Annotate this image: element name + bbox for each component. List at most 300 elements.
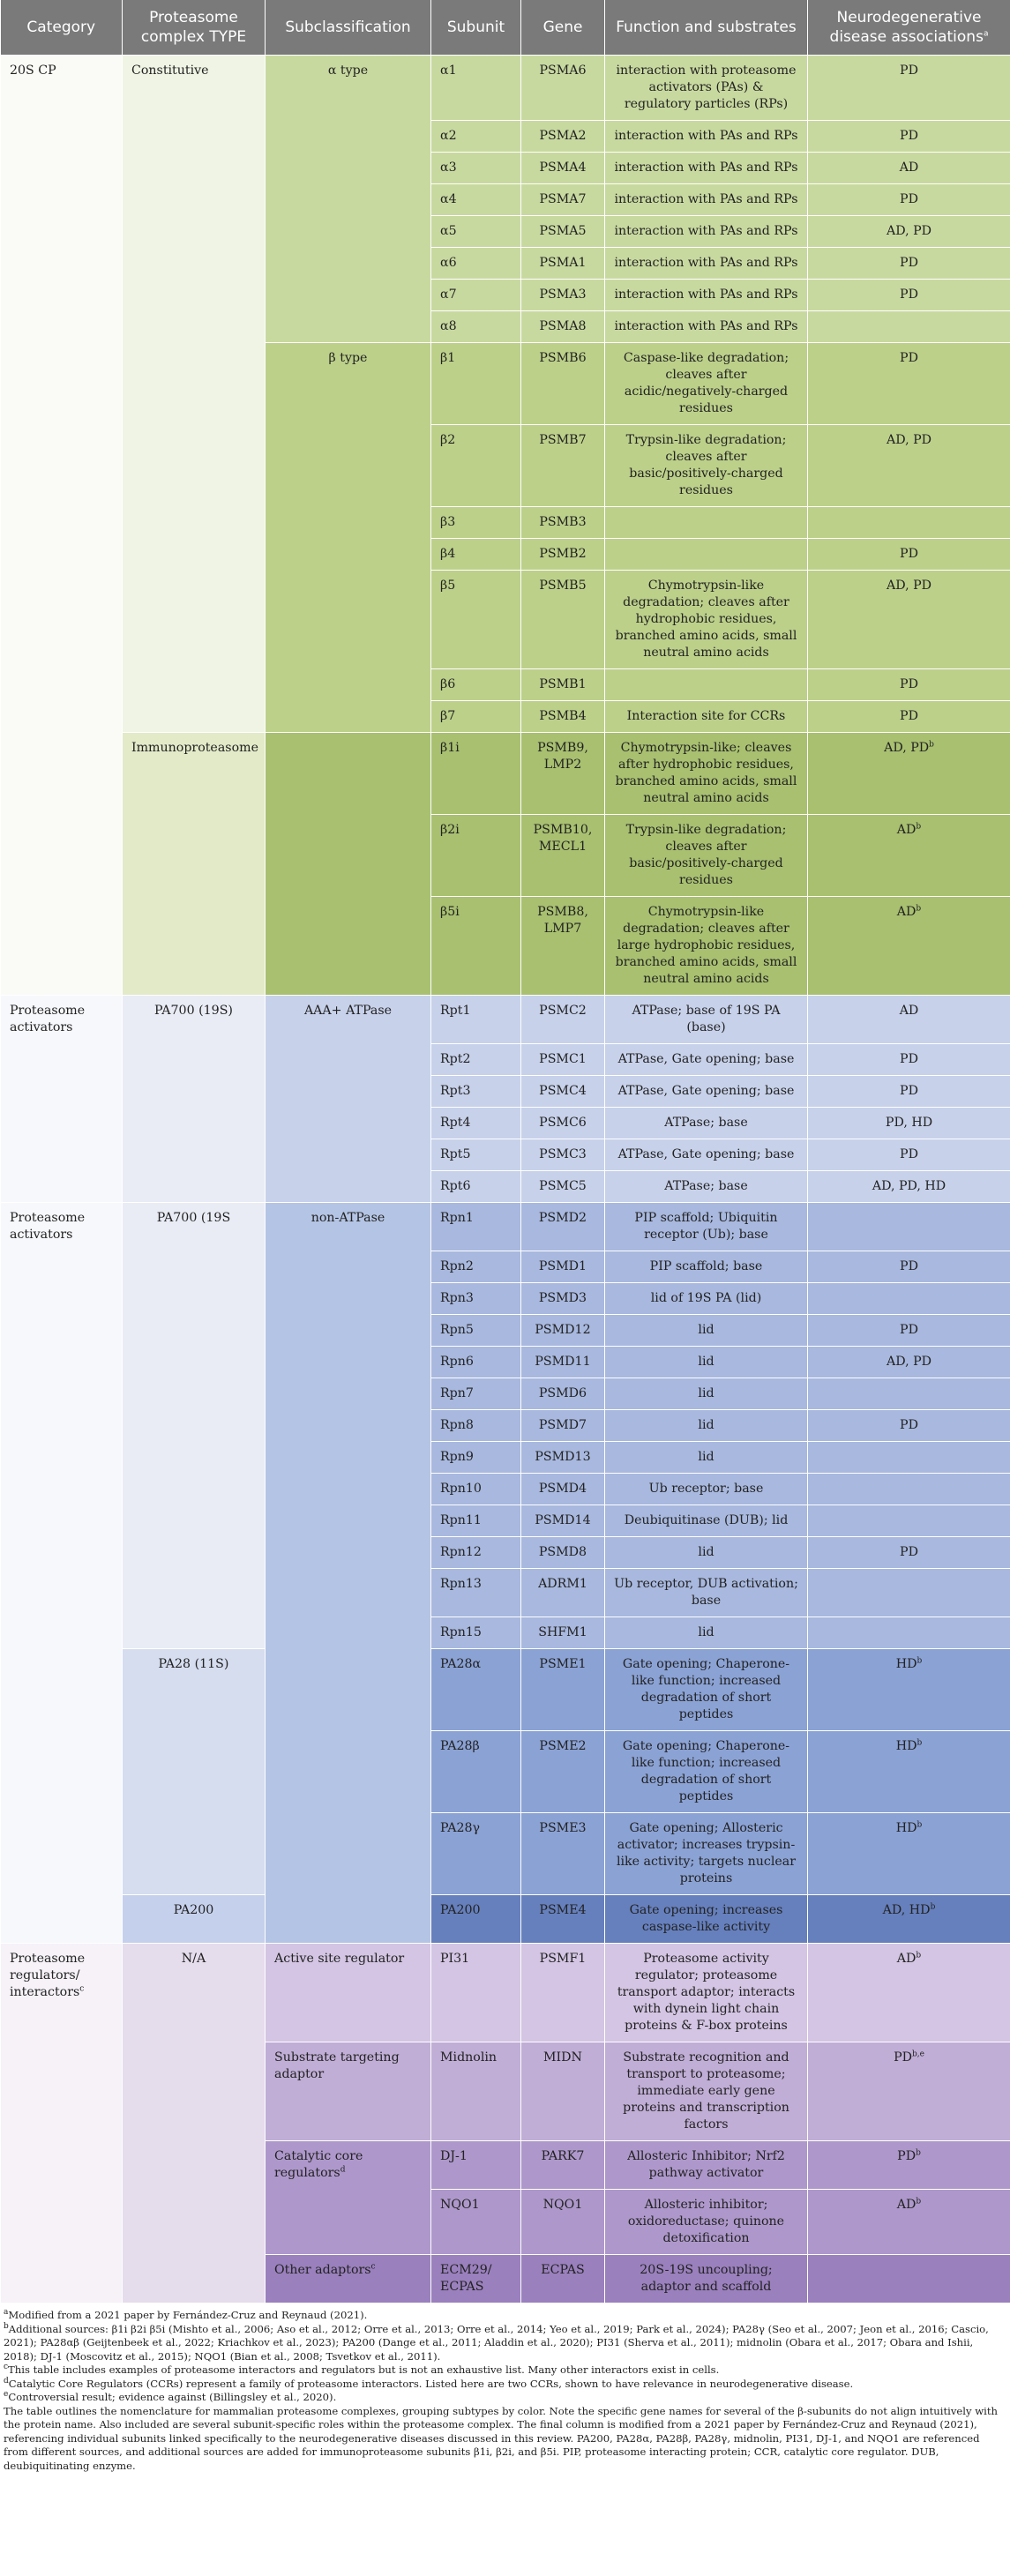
function-cell [605,1315,808,1347]
subunit-cell [431,1617,521,1649]
disease-cell [808,1171,1010,1203]
gene-cell-text: NQO1 [542,2198,583,2212]
subunit-cell [431,1537,521,1569]
function-cell-text: Ub receptor; base [648,1482,764,1496]
gene-cell-text: PSMA4 [539,161,587,175]
function-cell [605,733,808,815]
sub-regulator-text: Substrate targeting adaptor [274,2050,400,2081]
subunit-cell-text: α7 [440,287,457,302]
gene-cell [521,1895,605,1944]
gene-cell [521,1537,605,1569]
disease-cell [808,2255,1010,2303]
header-disease-sup: a [983,29,989,39]
gene-cell-text: PSMC2 [539,1004,587,1018]
sub-non-atpase [266,1203,431,1944]
gene-cell-text: PSMC5 [539,1179,587,1193]
subunit-cell [431,343,521,425]
function-cell-text: Chymotrypsin-like degradation; cleaves after hydrophobic residues, branched amino acids, small neutral amino acids [615,579,797,660]
disease-cell [808,1108,1010,1139]
gene-cell [521,2042,605,2141]
function-cell-text: lid [698,1418,714,1432]
table-row [1,1203,1010,1251]
disease-cell [808,1203,1010,1251]
type-pa28-text: PA28 (11S) [158,1657,229,1671]
function-cell [605,1442,808,1474]
subunit-cell-text: Rpt4 [440,1116,471,1130]
gene-cell [521,507,605,539]
disease-cell-text: PD [900,709,918,723]
gene-cell [521,1251,605,1283]
function-cell [605,1813,808,1895]
disease-cell-text: AD [896,823,916,837]
function-cell-text: Chymotrypsin-like degradation; cleaves after large hydrophobic residues, branched amino acids, small neutral amino acids [615,905,797,986]
gene-cell [521,1944,605,2042]
function-cell [605,1076,808,1108]
disease-cell [808,311,1010,343]
disease-cell [808,2042,1010,2141]
gene-cell [521,425,605,507]
function-cell [605,1139,808,1171]
gene-cell [521,1813,605,1895]
function-cell-text: ATPase, Gate opening; base [617,1147,795,1161]
function-cell [605,996,808,1044]
disease-cell-sup: b [916,1820,923,1830]
function-cell [605,1474,808,1505]
gene-cell-text: PSMD7 [538,1418,587,1432]
function-cell [605,425,808,507]
category-regulators [1,1944,123,2303]
subunit-cell-text: α6 [440,256,457,270]
subunit-cell-text: Midnolin [440,2050,498,2065]
gene-cell [521,280,605,311]
header-category: Category [1,0,123,56]
gene-cell [521,1203,605,1251]
gene-cell-text: PSMA7 [539,192,587,206]
function-cell-text: Trypsin-like degradation; cleaves after basic/positively-charged residues [625,823,787,887]
disease-cell [808,121,1010,153]
gene-cell-text: PSMD3 [538,1291,587,1305]
gene-cell-text: PSMB2 [539,547,587,561]
subunit-cell [431,248,521,280]
function-cell [605,1283,808,1315]
function-cell [605,311,808,343]
function-cell-text: Caspase-like degradation; cleaves after acidic/negatively-charged residues [623,351,789,415]
function-cell-text: Gate opening; Allosteric activator; increases trypsin-like activity; targets nuclear proteins [616,1821,797,1885]
function-cell-text: Ub receptor, DUB activation; base [614,1577,798,1608]
disease-cell-text: PD, HD [885,1116,933,1130]
subunit-cell-text: α8 [440,319,457,333]
disease-cell [808,1569,1010,1617]
subunit-cell-text: Rpt5 [440,1147,471,1161]
gene-cell-text: PSME2 [539,1739,587,1753]
function-cell-text: interaction with PAs and RPs [614,129,798,143]
footnote [4,2378,1006,2392]
subunit-cell [431,733,521,815]
gene-cell [521,897,605,996]
category-proteasome-activators [1,996,123,1203]
disease-cell [808,815,1010,897]
gene-cell-text: PSMC6 [539,1116,587,1130]
disease-cell-text: PD [900,63,918,78]
function-cell-text: lid [698,1355,714,1369]
function-cell [605,2190,808,2255]
gene-cell [521,248,605,280]
gene-cell [521,2190,605,2255]
category-20s-cp [1,56,123,996]
function-cell-text: Gate opening; increases caspase-like activity [629,1903,783,1934]
header-subclassification: Subclassification [266,0,431,56]
sub-non-atpase-text: non-ATPase [310,1211,385,1225]
function-cell-text: ATPase; base [664,1179,748,1193]
gene-cell-text: PSME1 [539,1657,587,1671]
subunit-cell-text: β3 [440,515,456,529]
sub-regulator [266,2255,431,2303]
sub-regulator-text: Other adaptors [274,2263,371,2277]
function-cell [605,1203,808,1251]
footnote-mark: b [4,2321,9,2331]
gene-cell-text: PSMA1 [539,256,587,270]
header-complex-type: Proteasome complex TYPE [123,0,266,56]
disease-cell [808,1410,1010,1442]
function-cell [605,1731,808,1813]
subunit-cell [431,280,521,311]
subunit-cell-text: β4 [440,547,456,561]
subunit-cell-text: Rpn10 [440,1482,482,1496]
category-regulators-text: Proteasome regulators/ interactors [10,1952,86,1999]
gene-cell [521,1283,605,1315]
subunit-cell-text: α5 [440,224,457,238]
footnote-mark: d [4,2376,9,2386]
type-constitutive-text: Constitutive [131,63,209,78]
footnote-text: The table outlines the nomenclature for mammalian proteasome complexes, grouping subtypes by color. Note the specific gene names for several of the β-subunits do not align intuitively with the protein name. Also included are several subunit-specific roles within the proteasome complex. The final column is modified from a 2021 paper by Fernández-Cruz and Reynaud (2021), referencing individual subunits linked specifically to the neurodegenerative diseases discussed in this review. PA200, PA28α, PA28β, PA28γ, midnolin, PI31, DJ-1, and NQO1 are referenced from different sources, and additional sources are added for immunoproteasome subunits β1i, β2i, and β5i. PIP, proteasome interacting protein; CCR, catalytic core regulator. DUB, deubiquitinating enzyme. [4,2404,998,2472]
disease-cell [808,280,1010,311]
category-20s-cp-text: 20S CP [10,63,56,78]
disease-cell-text: PD [897,2149,916,2163]
footnote [4,2323,1006,2364]
gene-cell-text: ECPAS [541,2263,585,2277]
disease-cell [808,1315,1010,1347]
disease-cell-sup: b [916,822,922,832]
disease-cell [808,1895,1010,1944]
gene-cell-text: PSMB4 [539,709,587,723]
function-cell-text: Interaction site for CCRs [626,709,786,723]
disease-cell [808,1378,1010,1410]
disease-cell-text: PD [894,2050,912,2065]
gene-cell-text: PSMB1 [539,677,587,691]
subunit-cell [431,1171,521,1203]
category-proteasome-activators-2-text: Proteasome activators [10,1211,86,1242]
sub-beta-type-text: β type [328,351,368,365]
subunit-cell-text: DJ-1 [440,2149,468,2163]
function-cell-text: interaction with PAs and RPs [614,256,798,270]
sub-aaa-atpase-text: AAA+ ATPase [303,1004,393,1018]
function-cell [605,815,808,897]
function-cell-text: Gate opening; Chaperone-like function; increased degradation of short peptides [622,1657,790,1721]
type-na-text: N/A [181,1952,206,1966]
disease-cell [808,2141,1010,2190]
footnote [4,2309,1006,2323]
gene-cell [521,1731,605,1813]
footnote-text: Catalytic Core Regulators (CCRs) represent a family of proteasome interactors. Listed here are two CCRs, shown to have relevance in neurodegenerative disease. [8,2377,854,2390]
function-cell-text: interaction with PAs and RPs [614,161,798,175]
subunit-cell-text: α3 [440,161,457,175]
gene-cell-text: PSMD13 [535,1450,591,1464]
subunit-cell [431,815,521,897]
function-cell [605,1347,808,1378]
disease-cell [808,1505,1010,1537]
subunit-cell-text: PA28α [440,1657,482,1671]
disease-cell-text: PD [900,351,918,365]
gene-cell [521,1044,605,1076]
disease-cell [808,56,1010,121]
disease-cell-text: HD [895,1657,917,1671]
subunit-cell-text: Rpn1 [440,1211,474,1225]
gene-cell [521,153,605,184]
function-cell [605,153,808,184]
gene-cell [521,1378,605,1410]
disease-cell-text: PD [900,1084,918,1098]
disease-cell-text: AD, PD [886,579,932,593]
subunit-cell-text: β1 [440,351,456,365]
disease-cell-text: AD [896,905,916,919]
function-cell-text: Proteasome activity regulator; proteasome transport adaptor; interacts with dynein light chain proteins & F-box proteins [617,1952,796,2033]
footnotes [0,2303,1010,2482]
subunit-cell [431,1731,521,1813]
function-cell [605,56,808,121]
disease-cell-text: AD [896,1952,916,1966]
table-row [1,1649,1010,1731]
disease-cell-sup: b [916,2148,921,2158]
gene-cell-text: PSMD11 [535,1355,591,1369]
subunit-cell-text: ECM29/ ECPAS [440,2263,492,2294]
function-cell-text: lid [698,1323,714,1337]
gene-cell [521,733,605,815]
disease-cell [808,184,1010,216]
footnote-mark: e [4,2390,9,2400]
footnote-text: Controversial result; evidence against (Billingsley et al., 2020). [8,2391,337,2403]
disease-cell-text: PD [900,256,918,270]
gene-cell-text: PSMB7 [539,433,587,447]
function-cell [605,571,808,669]
subunit-cell-text: PA28γ [440,1821,481,1835]
disease-cell-text: PD [900,1418,918,1432]
gene-cell [521,1474,605,1505]
subunit-cell-text: α1 [440,63,457,78]
gene-cell [521,1108,605,1139]
subunit-cell [431,1347,521,1378]
subunit-cell-text: Rpn15 [440,1625,482,1639]
sub-regulator [266,1944,431,2042]
table-row [1,56,1010,121]
disease-cell [808,1442,1010,1474]
subunit-cell [431,1569,521,1617]
type-pa200 [123,1895,266,1944]
function-cell [605,539,808,571]
header-function: Function and substrates [605,0,808,56]
gene-cell-text: PSMA6 [539,63,587,78]
disease-cell [808,2190,1010,2255]
subunit-cell [431,1649,521,1731]
function-cell-text: lid [698,1450,714,1464]
subunit-cell-text: Rpn3 [440,1291,474,1305]
disease-cell [808,571,1010,669]
gene-cell-text: PARK7 [541,2149,585,2163]
disease-cell [808,669,1010,701]
subunit-cell [431,1315,521,1347]
function-cell-text: Deubiquitinase (DUB); lid [624,1513,789,1527]
gene-cell [521,996,605,1044]
type-pa200-text: PA200 [173,1903,214,1917]
disease-cell [808,897,1010,996]
disease-cell-text: PD [900,129,918,143]
subunit-cell [431,1442,521,1474]
gene-cell-text: PSME4 [539,1903,587,1917]
gene-cell [521,1171,605,1203]
gene-cell-text: PSMF1 [539,1952,587,1966]
function-cell [605,216,808,248]
subunit-cell-text: PA28β [440,1739,480,1753]
disease-cell [808,507,1010,539]
subunit-cell [431,1813,521,1895]
disease-cell [808,1944,1010,2042]
function-cell [605,701,808,733]
function-cell [605,1378,808,1410]
gene-cell-text: PSMD8 [538,1545,587,1559]
sub-alpha-type [266,56,431,343]
disease-cell [808,539,1010,571]
subunit-cell [431,2042,521,2141]
header-disease-text: Neurodegenerative disease associations [829,9,984,46]
subunit-cell-text: Rpn9 [440,1450,474,1464]
type-na [123,1944,266,2303]
gene-cell [521,1442,605,1474]
subunit-cell-text: Rpt1 [440,1004,471,1018]
subunit-cell [431,1076,521,1108]
subunit-cell [431,507,521,539]
type-pa700 [123,996,266,1203]
category-proteasome-activators-text: Proteasome activators [10,1004,86,1034]
subunit-cell-text: NQO1 [440,2198,480,2212]
disease-cell [808,996,1010,1044]
sub-catalytic-core-sup: d [340,2165,346,2175]
gene-cell [521,1505,605,1537]
function-cell-text: Allosteric inhibitor; oxidoreductase; quinone detoxification [627,2198,785,2245]
gene-cell-text: PSMD4 [538,1482,587,1496]
gene-cell-text: MIDN [543,2050,582,2065]
disease-cell-text: PD [900,1545,918,1559]
gene-cell-text: PSMB9, LMP2 [537,741,588,772]
gene-cell-text: PSMD14 [535,1513,591,1527]
subunit-cell-text: PI31 [440,1952,470,1966]
disease-cell [808,1537,1010,1569]
function-cell-text: interaction with PAs and RPs [614,319,798,333]
subunit-cell [431,1283,521,1315]
gene-cell [521,1076,605,1108]
disease-cell [808,216,1010,248]
subunit-cell-text: Rpn11 [440,1513,482,1527]
gene-cell [521,1617,605,1649]
function-cell-text: lid [698,1625,714,1639]
table-row [1,996,1010,1044]
subunit-cell-text: Rpn12 [440,1545,482,1559]
function-cell-text: Trypsin-like degradation; cleaves after basic/positively-charged residues [625,433,787,497]
disease-cell-text: PD [900,1323,918,1337]
gene-cell-text: PSMD2 [538,1211,587,1225]
disease-cell-text: AD [899,1004,919,1018]
subunit-cell [431,571,521,669]
disease-cell-sup: b [930,1902,936,1912]
function-cell-text: Chymotrypsin-like; cleaves after hydrophobic residues, branched amino acids, small neutral amino acids [615,741,797,805]
subunit-cell [431,1108,521,1139]
subunit-cell-text: Rpt2 [440,1052,471,1066]
subunit-cell-text: Rpn8 [440,1418,474,1432]
subunit-cell-text: Rpn5 [440,1323,474,1337]
subunit-cell [431,1378,521,1410]
function-cell [605,1895,808,1944]
function-cell-text: lid [698,1386,714,1400]
disease-cell [808,1649,1010,1731]
function-cell [605,1944,808,2042]
subunit-cell [431,1251,521,1283]
subunit-cell [431,425,521,507]
subunit-cell-text: Rpn13 [440,1577,482,1591]
function-cell [605,121,808,153]
function-cell-text: lid of 19S PA (lid) [650,1291,762,1305]
disease-cell-sup: b,e [911,2050,924,2059]
footnote-mark: c [4,2363,9,2372]
disease-cell-text: PD [900,1052,918,1066]
subunit-cell-text: α2 [440,129,457,143]
type-pa28 [123,1649,266,1895]
subunit-cell [431,1944,521,2042]
gene-cell-text: PSMC4 [539,1084,587,1098]
function-cell-text: interaction with PAs and RPs [614,224,798,238]
gene-cell [521,1649,605,1731]
gene-cell-text: PSME3 [539,1821,587,1835]
subunit-cell [431,216,521,248]
header-row [1,0,1010,56]
subunit-cell [431,1474,521,1505]
gene-cell-text: PSMD12 [535,1323,591,1337]
type-immunoproteasome-text: Immunoproteasome [131,741,258,755]
footnote [4,2391,1006,2405]
disease-cell [808,733,1010,815]
disease-cell-text: PD [900,677,918,691]
gene-cell-text: PSMA3 [539,287,587,302]
disease-cell [808,1813,1010,1895]
function-cell [605,1171,808,1203]
disease-cell-text: AD, PD [886,1355,932,1369]
gene-cell-text: PSMA2 [539,129,587,143]
subunit-cell [431,2190,521,2255]
subunit-cell [431,996,521,1044]
function-cell [605,1649,808,1731]
footnote-text: Additional sources: β1i β2i β5i (Mishto et al., 2006; Aso et al., 2012; Orre et al., 2013; Orre et al., 2014; Yeo et al., 2019; Park et al., 2024); PA28γ (Seo et al., 2007; Jeon et al., 2016; Cascio, 2021); PA28αβ (Geijtenbeek et al., 2022; Kriachkov et al., 2023); PA200 (Dange et al., 2011; Aladdin et al., 2020); PI31 (Sherva et al., 2011); midnolin (Obara et al., 2017; Obara and Ishii, 2018); DJ-1 (Moscovitz et al., 2015); NQO1 (Bian et al., 2008; Tsvetkov et al., 2011). [4,2322,989,2363]
category-proteasome-activators-2 [1,1203,123,1944]
footnote-mark: a [4,2308,9,2318]
function-cell [605,343,808,425]
footnote [4,2405,1006,2474]
gene-cell-text: PSMC3 [539,1147,587,1161]
gene-cell [521,539,605,571]
disease-cell-text: PD [900,1147,918,1161]
disease-cell-sup: b [916,1738,923,1748]
function-cell [605,669,808,701]
function-cell [605,1251,808,1283]
function-cell-text: ATPase, Gate opening; base [617,1084,795,1098]
gene-cell [521,56,605,121]
subunit-cell [431,1410,521,1442]
